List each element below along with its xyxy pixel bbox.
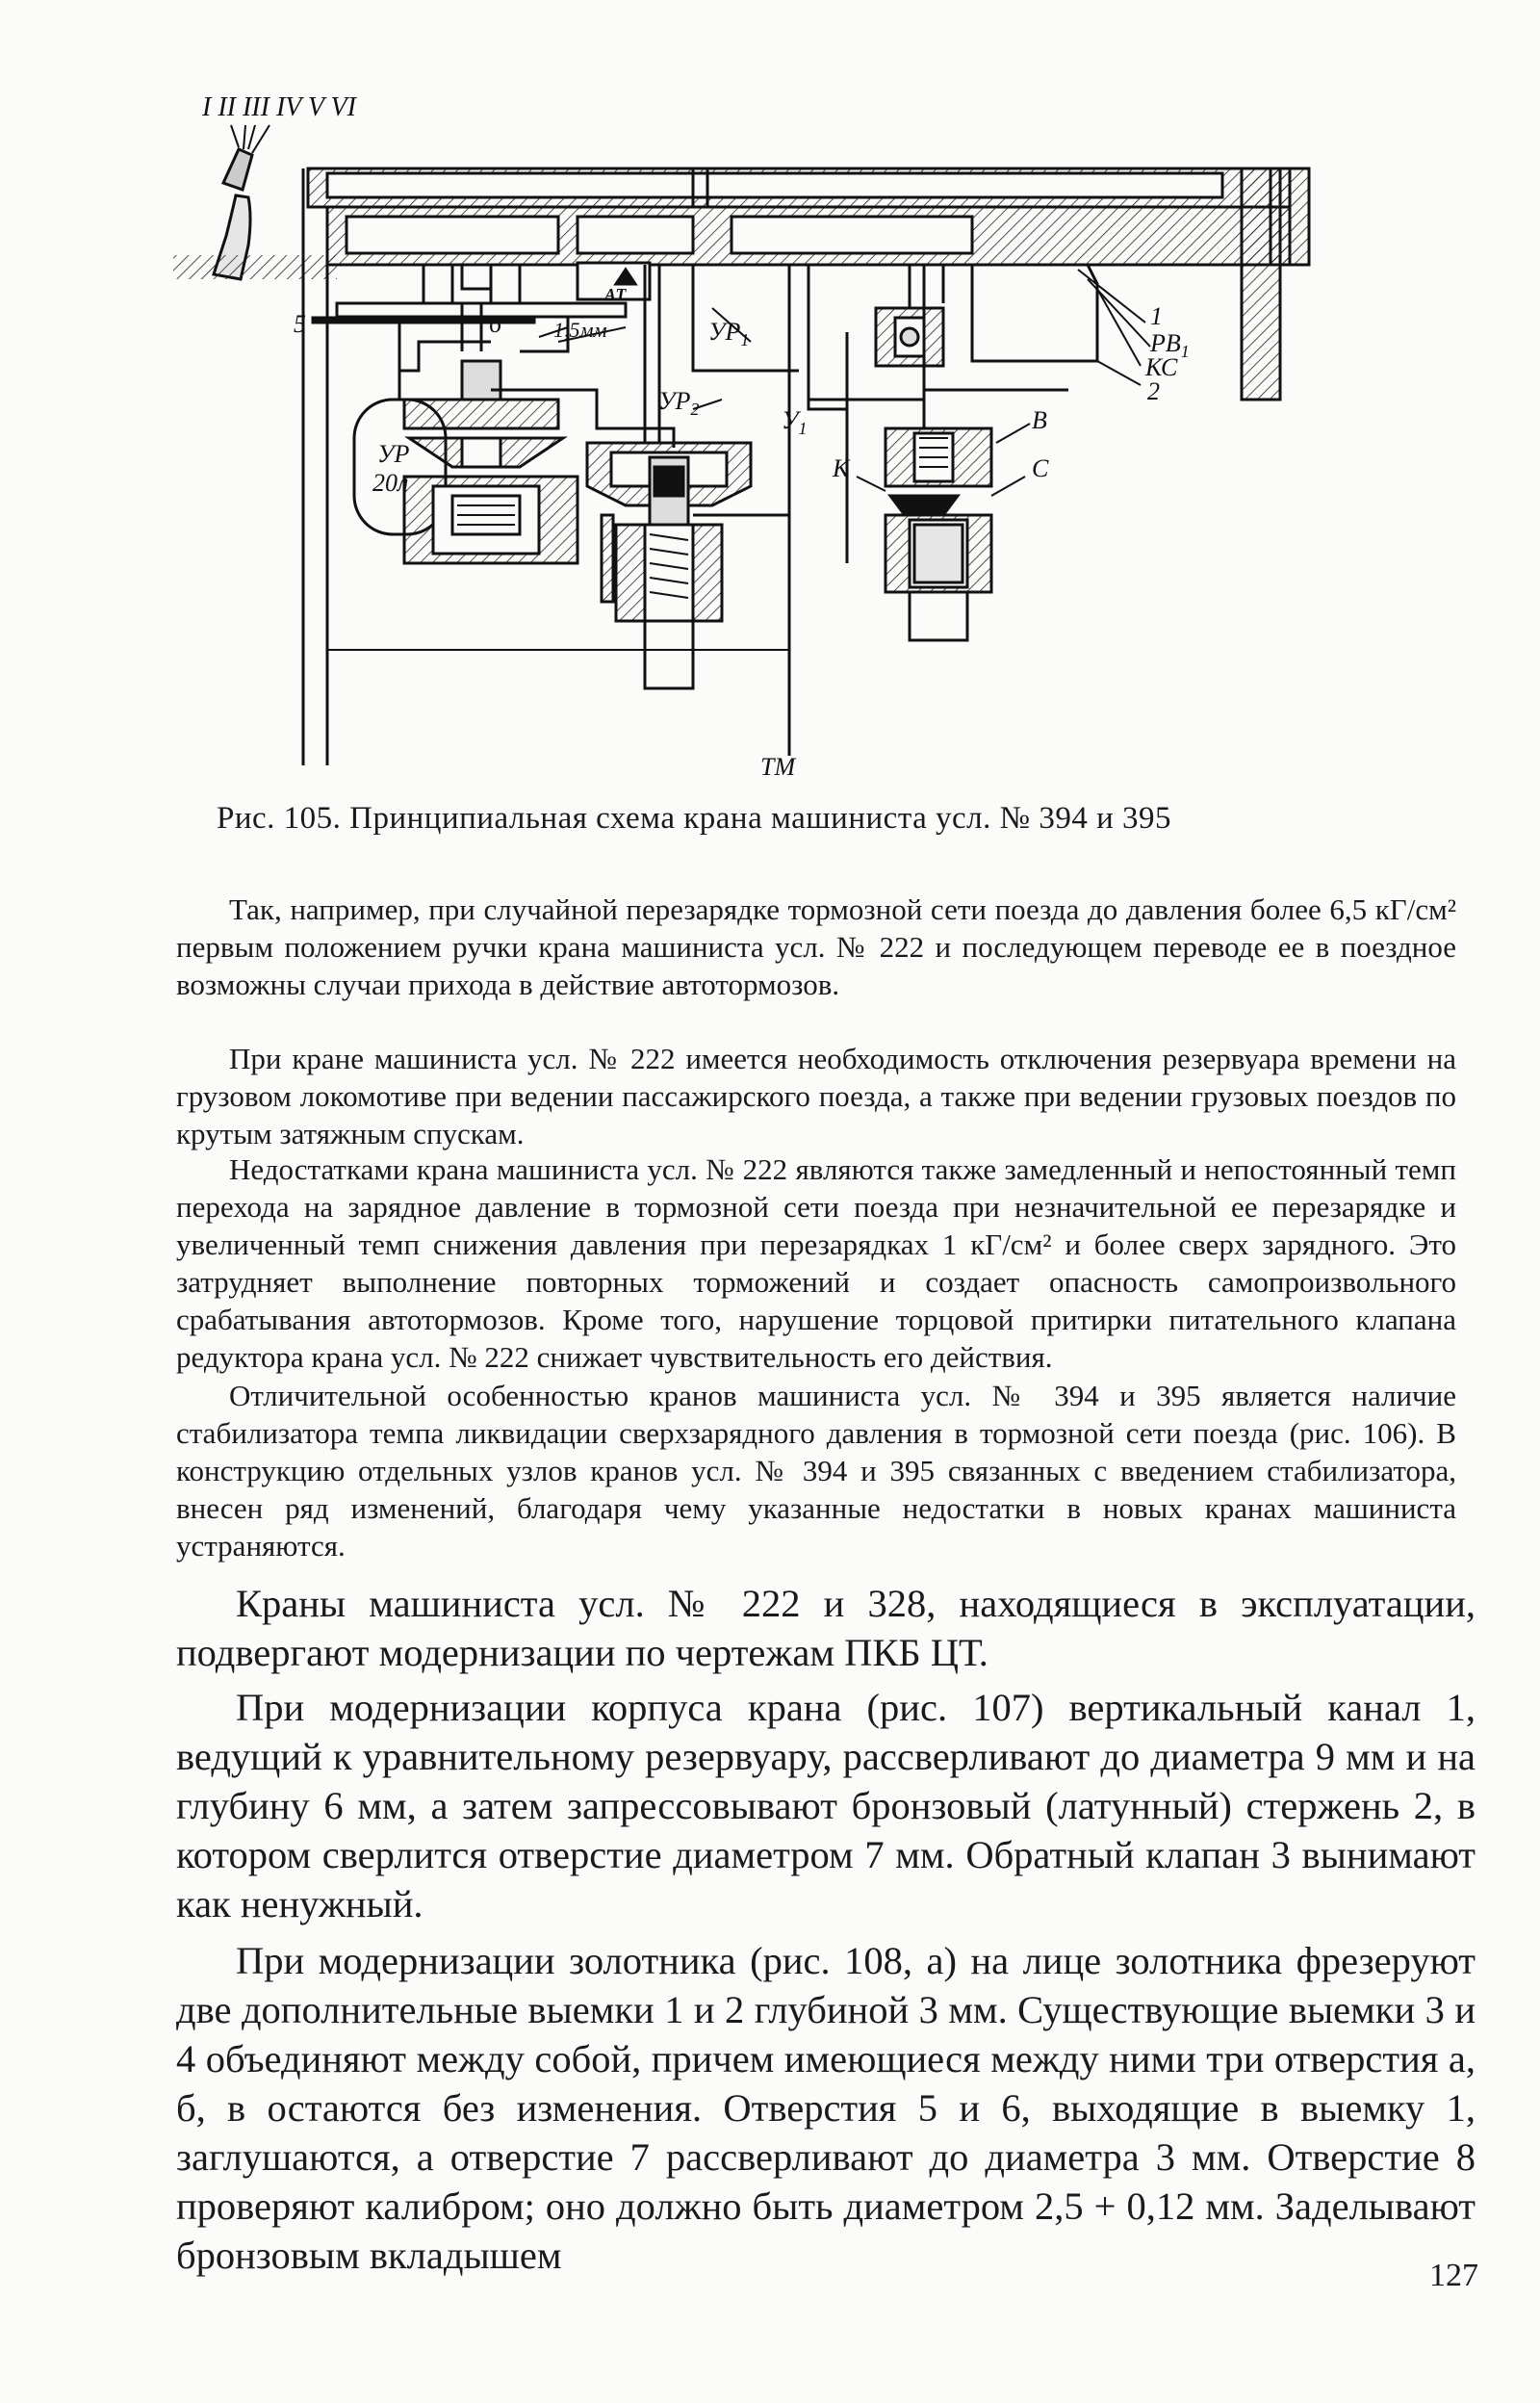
label-ks: КС	[1145, 353, 1178, 381]
figure-caption: Рис. 105. Принципиальная схема крана машиниста усл. № 394 и 395	[217, 801, 1172, 836]
label-c: С	[1032, 454, 1049, 482]
label-at: АТ	[604, 285, 627, 304]
brake-valve-schematic	[173, 92, 1376, 785]
label-1-5mm: 1,5мм	[553, 318, 607, 342]
label-b: В	[1032, 406, 1047, 434]
paragraph: При модернизации золотника (рис. 108, а) на лице золотника фрезеруют две дополнительные выемки 1 и 2 глубиной 3 мм. Существующие выемки 3 и 4 объединяют между собой, причем имеющиеся между ними три отверстия а, б, в остаются без изменения. Отверстия 5 и 6, выходящие в выемку 1, заглушаются, а отверстие 7 рассверливают до диаметра 3 мм. Отверстие 8 проверяют калибром; оно должно быть диаметром 2,5 + 0,12 мм. Заделывают бронзовым вкладышем	[176, 1939, 1476, 2277]
page-number: 127	[1429, 2258, 1478, 2293]
label-k: К	[833, 454, 850, 482]
handle-positions-label: I II III IV V VI	[202, 92, 356, 122]
label-ur-tank-volume: 20л	[372, 469, 409, 497]
label-2: 2	[1147, 377, 1160, 405]
label-5: 5	[294, 310, 306, 338]
paragraph: Недостатками крана машиниста усл. № 222 являются также замедленный и непостоянный темп перехода на зарядное давление в тормозной сети поезда при незначительной ее перезарядке и увеличенный темп снижения давления при перезарядках 1 кГ/см² и более сверх зарядного. Это затрудняет выполнение повторных торможений и создает опасность самопроизвольного срабатывания автотормозов. Кроме того, нарушение торцовой притирки питательного клапана редуктора крана усл. № 222 снижает чувствительность его действия.	[176, 1152, 1456, 1374]
label-1: 1	[1150, 302, 1163, 330]
label-ur-tank: УР	[377, 440, 410, 468]
label-6: 6	[489, 310, 501, 338]
paragraph: При модернизации корпуса крана (рис. 107) вертикальный канал 1, ведущий к уравнительному резервуару, рассверливают до диаметра 9 мм и на глубину 6 мм, а затем запрессовывают бронзовый (латунный) стержень 2, в котором сверлится отверстие диаметром 7 мм. Обратный клапан 3 вынимают как ненужный.	[176, 1686, 1476, 1925]
paragraph: Так, например, при случайной перезарядке тормозной сети поезда до давления более 6,5 кГ/см² первым положением ручки крана машиниста усл. № 222 и последующем переводе ее в поездное возможны случаи прихода в действие автотормозов.	[176, 892, 1456, 1001]
paragraph: Отличительной особенностью кранов машиниста усл. № 394 и 395 является наличие стабилизатора темпа ликвидации сверхзарядного давления в тормозной сети поезда (рис. 106). В конструкцию отдельных узлов кранов усл. № 394 и 395 связанных с введением стабилизатора, внесен ряд изменений, благодаря чему указанные недостатки в новых кранах машиниста устраняются.	[176, 1379, 1456, 1563]
label-ur2: $УР_2$	[658, 387, 700, 419]
label-ur1: $УР_1$	[708, 318, 750, 349]
paragraph: Краны машиниста усл. № 222 и 328, находящиеся в эксплуатации, подвергают модернизации по чертежам ПКБ ЦТ.	[176, 1582, 1476, 1674]
paragraph: При кране машиниста усл. № 222 имеется необходимость отключения резервуара времени на грузовом локомотиве при ведении пассажирского поезда, а также при ведении грузовых поездов по крутым затяжным спускам.	[176, 1042, 1456, 1150]
label-tm: ТМ	[760, 753, 796, 781]
label-rv1: $РВ_1$	[1150, 329, 1190, 361]
label-y1: $У_1$	[782, 406, 808, 438]
